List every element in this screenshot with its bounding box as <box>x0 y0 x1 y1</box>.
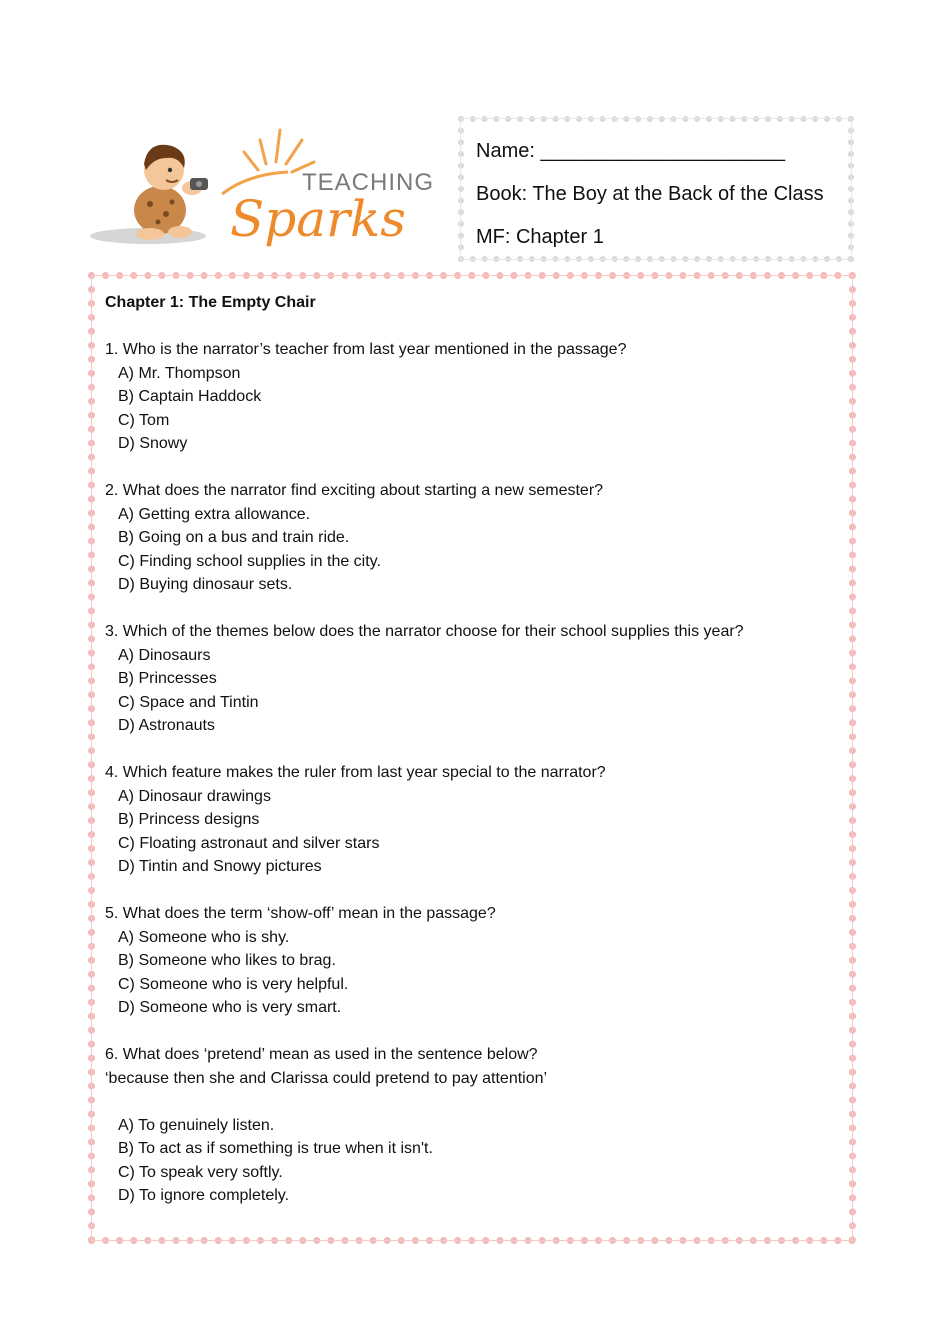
option-d: D) Buying dinosaur sets. <box>118 576 293 593</box>
quiz-title: Chapter 1: The Empty Chair <box>105 294 316 311</box>
option-d: D) Snowy <box>118 435 188 452</box>
logo-word-top: TEACHING <box>302 169 435 196</box>
question-4 <box>105 761 839 879</box>
question-quote: ‘because then she and Clarissa could pretend to pay attention’ <box>105 1069 548 1087</box>
student-info-box <box>458 116 854 262</box>
question-6 <box>105 1043 839 1208</box>
option-c: C) To speak very softly. <box>118 1163 283 1181</box>
question-5 <box>105 902 839 1020</box>
option-a: A) To genuinely listen. <box>118 1116 275 1134</box>
question-3 <box>105 620 839 738</box>
spacer <box>105 1090 839 1114</box>
teaching-sparks-logo <box>88 118 444 258</box>
option-a: A) Mr. Thompson <box>118 364 241 382</box>
quiz-box <box>88 272 856 1244</box>
option-c: C) Space and Tintin <box>118 693 259 711</box>
question-text: 3. Which of the themes below does the narrator choose for their school supplies this year? <box>105 623 744 640</box>
option-b: B) To act as if something is true when it isn't. <box>118 1140 433 1157</box>
option-c: C) Someone who is very helpful. <box>118 975 349 993</box>
option-a: A) Dinosaur drawings <box>118 787 271 805</box>
option-b: B) Captain Haddock <box>118 388 262 405</box>
logo-word-bottom: Sparks <box>230 190 406 248</box>
question-text: 1. Who is the narrator’s teacher from last year mentioned in the passage? <box>105 341 627 358</box>
option-c: C) Tom <box>118 411 170 429</box>
question-text: 4. Which feature makes the ruler from last year special to the narrator? <box>105 764 606 781</box>
option-a: A) Someone who is shy. <box>118 928 290 946</box>
option-b: B) Princess designs <box>118 811 260 828</box>
option-d: D) Tintin and Snowy pictures <box>118 858 322 875</box>
option-a: A) Getting extra allowance. <box>118 505 311 523</box>
option-b: B) Someone who likes to brag. <box>118 952 336 969</box>
question-text: 6. What does ‘pretend’ mean as used in the sentence below? <box>105 1046 538 1063</box>
option-b: B) Going on a bus and train ride. <box>118 529 350 546</box>
option-d: D) Someone who is very smart. <box>118 999 342 1016</box>
option-a: A) Dinosaurs <box>118 646 211 664</box>
mf-line: MF: Chapter 1 <box>476 226 604 248</box>
option-d: D) Astronauts <box>118 717 215 734</box>
option-c: C) Floating astronaut and silver stars <box>118 834 380 852</box>
question-2 <box>105 479 839 597</box>
option-d: D) To ignore completely. <box>118 1187 290 1204</box>
option-c: C) Finding school supplies in the city. <box>118 552 381 570</box>
question-1 <box>105 338 839 456</box>
sun-rays-icon <box>244 130 314 172</box>
name-line: Name: ______________________ <box>476 140 786 162</box>
question-text: 5. What does the term ‘show-off’ mean in the passage? <box>105 905 496 922</box>
book-line: Book: The Boy at the Back of the Class <box>476 183 824 205</box>
option-b: B) Princesses <box>118 670 217 687</box>
question-text: 2. What does the narrator find exciting about starting a new semester? <box>105 482 604 499</box>
logo-graphic <box>88 118 444 258</box>
